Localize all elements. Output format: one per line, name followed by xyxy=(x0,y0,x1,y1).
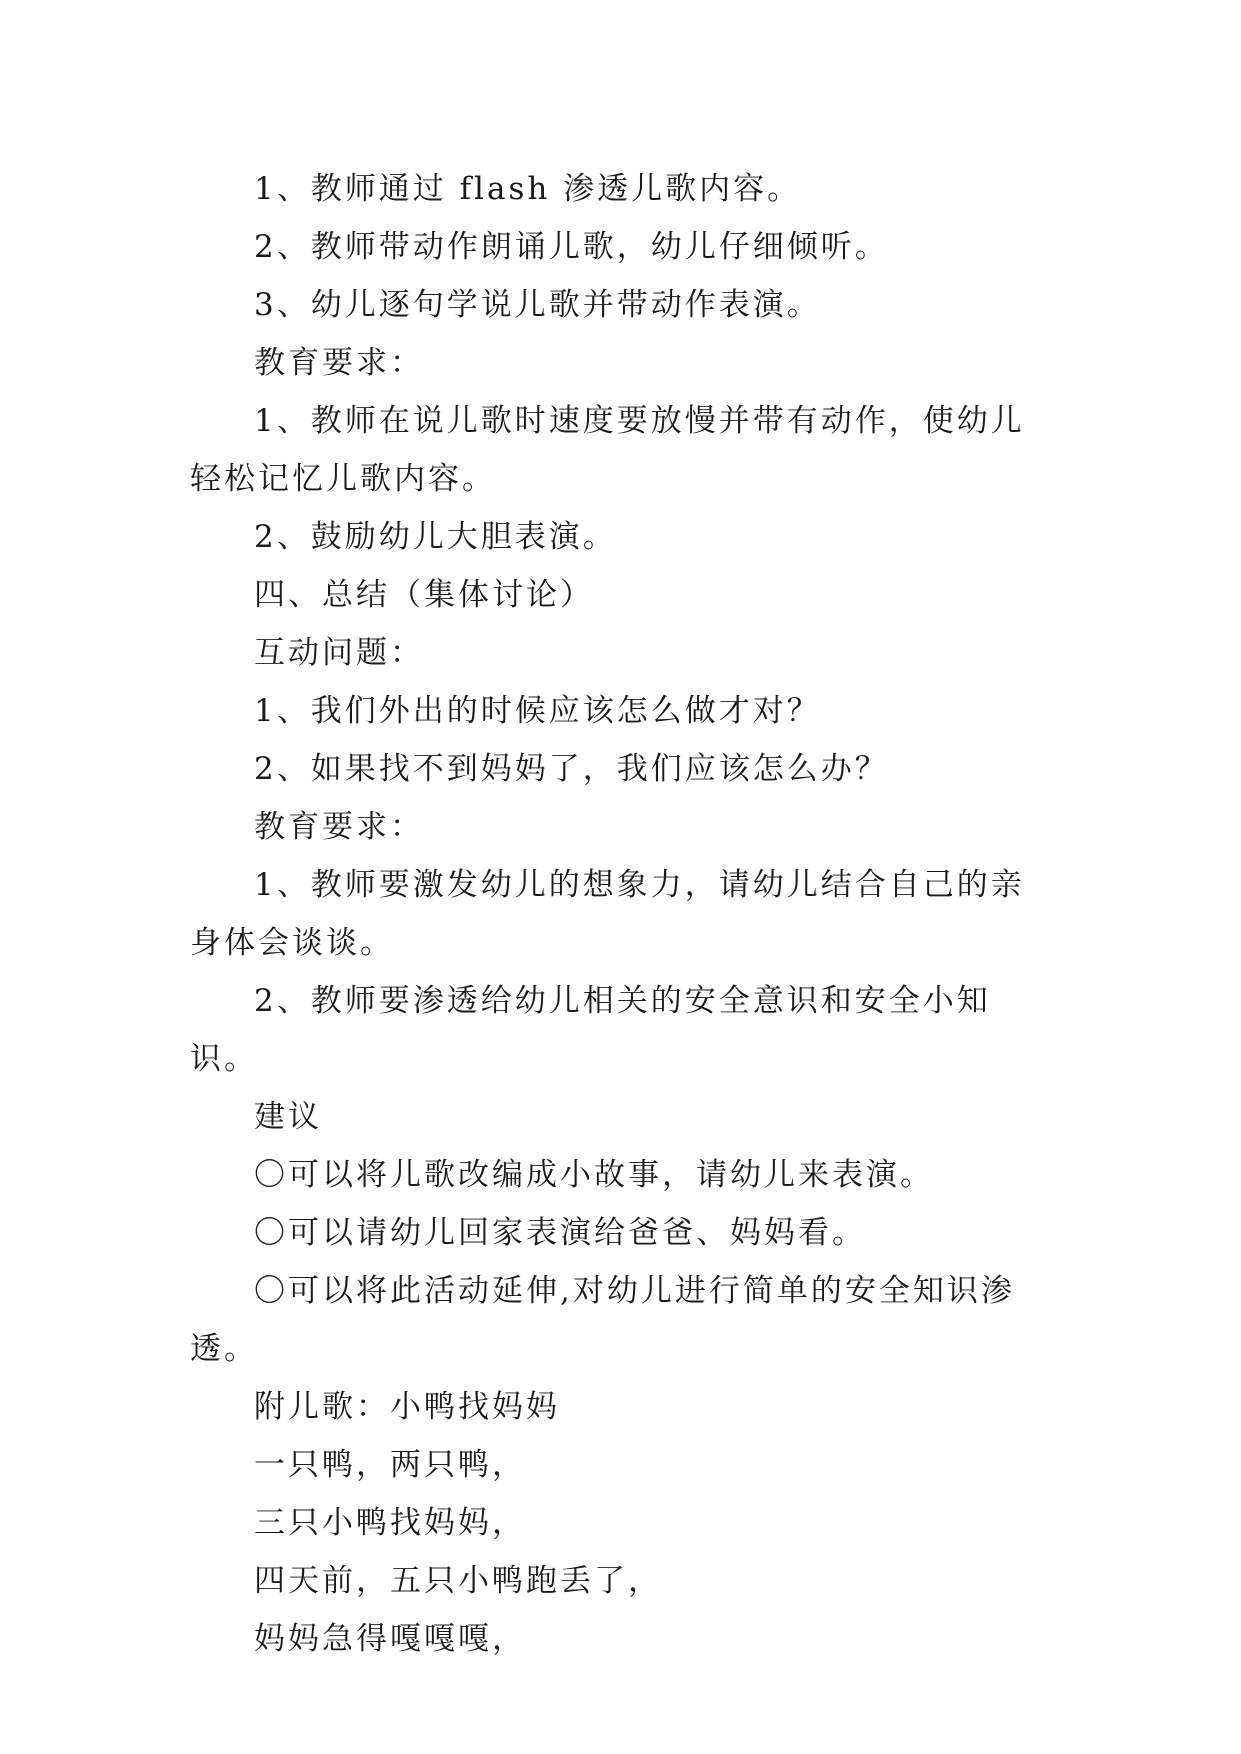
suggestion-item: 〇可以将此活动延伸,对幼儿进行简单的安全知识渗透。 xyxy=(190,1273,1015,1367)
suggestion-item: 〇可以将儿歌改编成小故事，请幼儿来表演。 xyxy=(254,1157,934,1193)
paragraph: 1、教师通过 flash 渗透儿歌内容。 xyxy=(254,171,802,207)
suggestion-item: 〇可以请幼儿回家表演给爸爸、妈妈看。 xyxy=(254,1215,866,1251)
paragraph: 2、教师带动作朗诵儿歌，幼儿仔细倾听。 xyxy=(254,229,889,265)
song-line: 一只鸭，两只鸭， xyxy=(254,1447,526,1483)
paragraph: 1、教师在说儿歌时速度要放慢并带有动作，使幼儿轻松记忆儿歌内容。 xyxy=(190,403,1025,497)
song-line: 妈妈急得嘎嘎嘎， xyxy=(254,1621,526,1657)
section-label: 教育要求： xyxy=(254,345,424,381)
paragraph: 1、我们外出的时候应该怎么做才对？ xyxy=(254,693,821,729)
section-label: 互动问题： xyxy=(254,635,424,671)
paragraph: 2、教师要渗透给幼儿相关的安全意识和安全小知识。 xyxy=(190,983,991,1077)
paragraph: 3、幼儿逐句学说儿歌并带动作表演。 xyxy=(254,287,821,323)
document-body xyxy=(190,160,1050,1668)
song-line: 四天前，五只小鸭跑丢了， xyxy=(254,1563,662,1599)
section-heading: 四、总结（集体讨论） xyxy=(254,577,594,613)
section-label: 教育要求： xyxy=(254,809,424,845)
paragraph: 2、如果找不到妈妈了，我们应该怎么办？ xyxy=(254,751,889,787)
paragraph: 2、鼓励幼儿大胆表演。 xyxy=(254,519,617,555)
song-title: 附儿歌：小鸭找妈妈 xyxy=(254,1389,560,1425)
section-label: 建议 xyxy=(254,1099,322,1135)
paragraph: 1、教师要激发幼儿的想象力，请幼儿结合自己的亲身体会谈谈。 xyxy=(190,867,1025,961)
song-line: 三只小鸭找妈妈， xyxy=(254,1505,526,1541)
